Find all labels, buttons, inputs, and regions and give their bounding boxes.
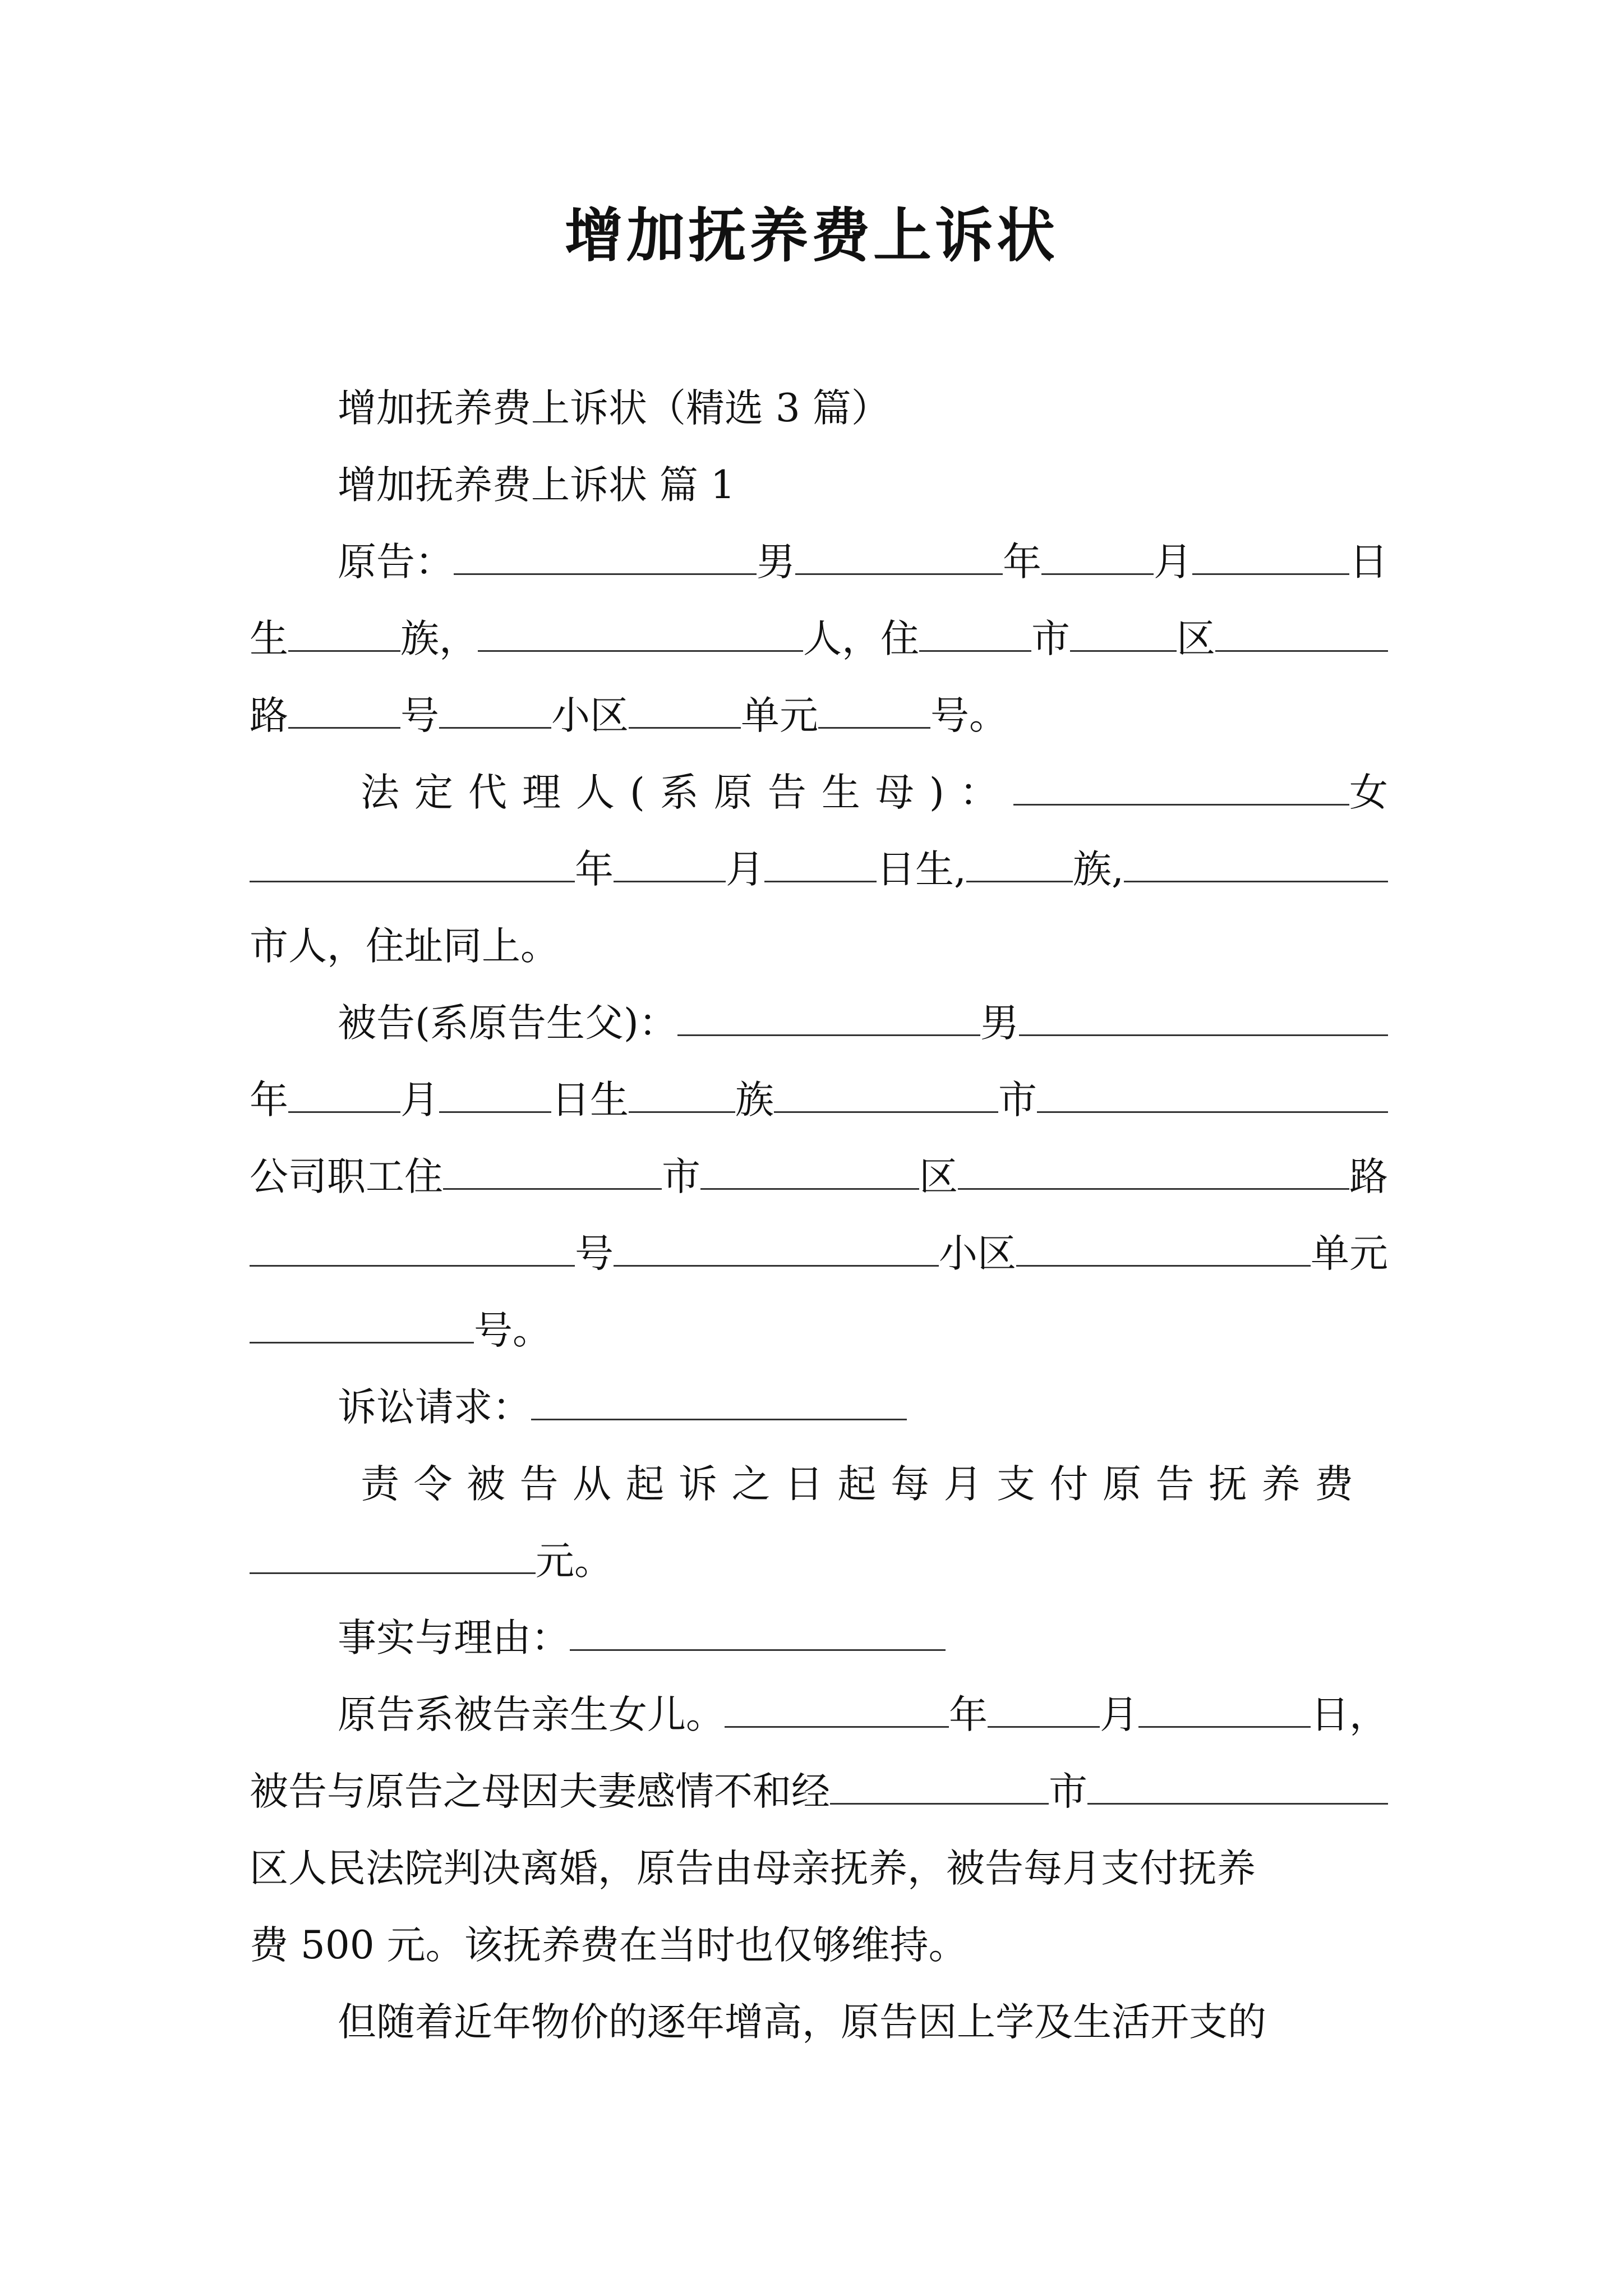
blank-field — [1013, 774, 1349, 806]
blank-field — [795, 543, 1003, 575]
agent-label: 法定代理人(系原告生母)： — [361, 770, 1013, 815]
defendant-label: 被告(系原告生父)： — [338, 1001, 677, 1046]
blank-field — [629, 697, 741, 729]
blank-field — [774, 1081, 998, 1113]
blank-field — [725, 1696, 949, 1728]
plaintiff-line-1 — [250, 524, 1388, 601]
blank-field — [677, 1004, 980, 1036]
blank-field — [1041, 543, 1154, 575]
field-label: 市 — [1049, 1769, 1087, 1814]
blank-field — [288, 620, 400, 652]
defendant-line-2 — [250, 1062, 1388, 1139]
agent-line-3: 市人，住址同上。 — [250, 924, 559, 969]
field-label: 月 — [400, 1078, 439, 1122]
blank-field — [1019, 1004, 1388, 1036]
claims-heading-line — [250, 1369, 1388, 1446]
field-label: 日生, — [877, 847, 966, 892]
blank-field — [478, 620, 803, 652]
blank-field — [700, 1158, 919, 1190]
blank-field — [629, 1081, 735, 1113]
field-label: 月 — [726, 847, 764, 892]
field-label: 公司职工住 — [250, 1154, 443, 1199]
blank-field — [1215, 620, 1388, 652]
facts-line-4: 费 500 元。该抚养费在当时也仅够维持。 — [250, 1923, 967, 1968]
document-subtitle: 增加抚养费上诉状（精选 3 篇） — [338, 386, 890, 431]
blank-field — [818, 697, 930, 729]
field-label: 路 — [1349, 1154, 1388, 1199]
field-label: 单元 — [741, 693, 818, 738]
blank-field — [1016, 1235, 1311, 1267]
blank-field — [1192, 543, 1349, 575]
facts-line-5: 但随着近年物价的逐年增高，原告因上学及生活开支的 — [338, 2000, 1266, 2045]
paragraph-text: 原告系被告亲生女儿。 — [338, 1692, 725, 1737]
field-label: 小区 — [939, 1231, 1016, 1276]
field-label: 单元 — [1311, 1231, 1388, 1276]
field-label: 路 — [250, 693, 288, 738]
blank-field — [250, 850, 575, 882]
field-label: 族 — [735, 1078, 774, 1122]
blank-field — [570, 1619, 946, 1651]
section-heading: 增加抚养费上诉状 篇 1 — [338, 463, 735, 508]
claims-text: 责令被告从起诉之日起每月支付原告抚养费 — [361, 1462, 1368, 1507]
blank-field — [1124, 850, 1388, 882]
field-label: 男 — [757, 540, 795, 585]
field-label: 区 — [919, 1154, 958, 1199]
agent-line-2 — [250, 831, 1388, 908]
blank-field — [958, 1158, 1349, 1190]
blank-field — [1070, 620, 1177, 652]
claims-amount-line — [250, 1523, 1388, 1600]
plaintiff-line-2 — [250, 601, 1388, 678]
document-body — [250, 370, 1388, 2061]
blank-field — [614, 1235, 939, 1267]
defendant-line-5 — [250, 1292, 1388, 1369]
field-label: 区 — [1177, 616, 1215, 661]
field-label: 日 — [1349, 540, 1388, 585]
field-label: 族, — [1072, 847, 1124, 892]
facts-heading-line — [250, 1600, 1388, 1677]
blank-field — [439, 697, 551, 729]
document-title: 增加抚养费上诉状 — [564, 201, 1058, 270]
defendant-line-4 — [250, 1216, 1388, 1292]
field-label: 市 — [998, 1078, 1037, 1122]
field-label: 号。 — [474, 1308, 551, 1353]
field-label: 元。 — [536, 1539, 613, 1584]
field-label: 日， — [1311, 1692, 1388, 1737]
blank-field — [531, 1388, 907, 1420]
blank-field — [439, 1081, 551, 1113]
field-label: 生 — [250, 616, 288, 661]
blank-field — [1138, 1696, 1311, 1728]
claims-label: 诉讼请求： — [338, 1385, 531, 1430]
field-label: 女 — [1349, 770, 1388, 815]
blank-field — [288, 1081, 400, 1113]
blank-field — [454, 543, 757, 575]
blank-field — [1037, 1081, 1388, 1113]
field-label: 月 — [1154, 540, 1192, 585]
field-label: 年 — [1003, 540, 1041, 585]
field-label: 日生 — [551, 1078, 629, 1122]
field-label: 市 — [1031, 616, 1070, 661]
field-label: 月 — [1100, 1692, 1138, 1737]
field-label: 号 — [400, 693, 439, 738]
field-label: 人，住 — [803, 616, 919, 661]
blank-field — [966, 850, 1073, 882]
field-label: 小区 — [551, 693, 629, 738]
blank-field — [250, 1235, 575, 1267]
plaintiff-label: 原告： — [338, 540, 454, 585]
blank-field — [988, 1696, 1100, 1728]
field-label: 年 — [949, 1692, 988, 1737]
blank-field — [614, 850, 726, 882]
defendant-line-3 — [250, 1139, 1388, 1216]
facts-line-2 — [250, 1754, 1388, 1830]
facts-line-1 — [250, 1677, 1388, 1754]
field-label: 年 — [250, 1078, 288, 1122]
field-label: 族， — [400, 616, 478, 661]
plaintiff-line-3 — [250, 678, 1388, 754]
facts-line-3: 区人民法院判决离婚，原告由母亲抚养，被告每月支付抚养 — [250, 1846, 1256, 1891]
blank-field — [919, 620, 1031, 652]
field-label: 年 — [575, 847, 614, 892]
blank-field — [764, 850, 877, 882]
blank-field — [830, 1773, 1049, 1805]
agent-line-1 — [250, 754, 1388, 831]
field-label: 市 — [662, 1154, 700, 1199]
paragraph-text: 被告与原告之母因夫妻感情不和经 — [250, 1769, 830, 1814]
field-label: 男 — [980, 1001, 1019, 1046]
blank-field — [250, 1542, 536, 1574]
facts-label: 事实与理由： — [338, 1616, 570, 1660]
claims-text-line — [250, 1446, 1388, 1523]
blank-field — [250, 1312, 474, 1343]
blank-field — [1087, 1773, 1388, 1805]
defendant-line-1 — [250, 985, 1388, 1062]
field-label: 号。 — [930, 693, 1008, 738]
blank-field — [288, 697, 400, 729]
blank-field — [443, 1158, 662, 1190]
field-label: 号 — [575, 1231, 614, 1276]
